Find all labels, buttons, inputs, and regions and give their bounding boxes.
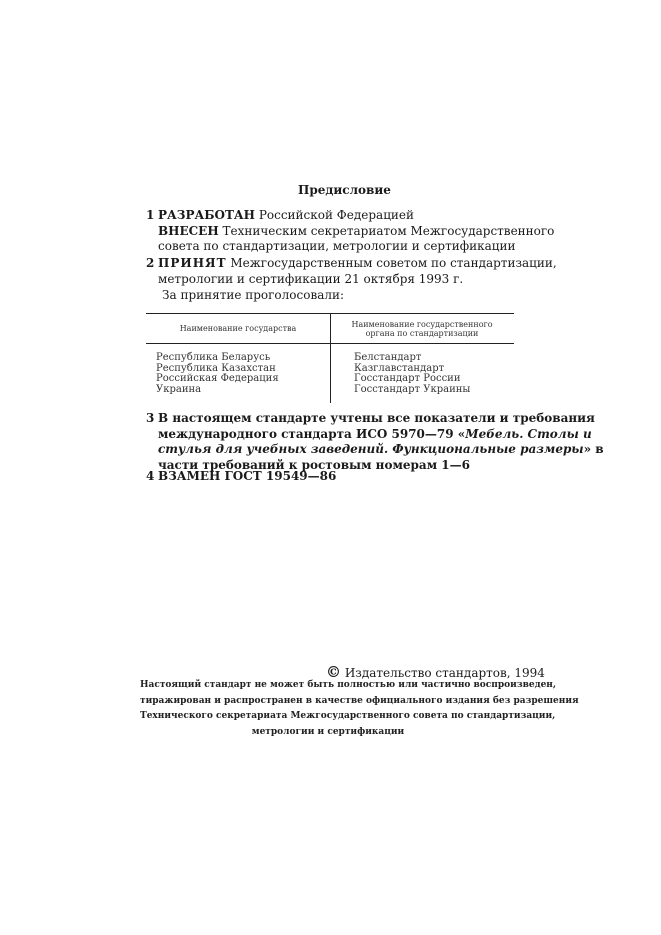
item-4-text: ВЗАМЕН ГОСТ 19549—86 xyxy=(158,469,337,483)
item-1-line1: Российской Федерацией xyxy=(255,208,415,222)
table-row-body: Белстандарт xyxy=(354,352,422,363)
header-state: Наименование государства xyxy=(179,324,297,333)
table-row-body: Госстандарт России xyxy=(354,373,461,384)
item-1-line3: совета по стандартизации, метрологии и сертификации xyxy=(158,239,516,253)
header-body-line2: органа по стандартизации xyxy=(365,329,479,338)
item-1-number: 1 xyxy=(146,208,155,222)
item-2-line2: метрологии и сертификации 21 октября 1993 г. xyxy=(158,271,464,286)
page-title: Предисловие xyxy=(298,183,391,197)
item-1-lead: РАЗРАБОТАН xyxy=(158,208,255,222)
copyright-text: Издательство стандартов, 1994 xyxy=(341,666,545,680)
header-body xyxy=(330,320,514,338)
item-3-line2-italic: Мебель. Столы и xyxy=(465,426,592,441)
notice-line3: Технического секретариата Межгосударственного совета по стандартизации, xyxy=(140,711,556,721)
item-3-number: 3 xyxy=(146,411,155,425)
item-1-lead-2: ВНЕСЕН xyxy=(158,223,219,238)
notice-line1: Настоящий стандарт не может быть полностью или частично воспроизведен, xyxy=(140,680,557,690)
copyright-icon: © xyxy=(326,663,341,681)
table-row-state: Украина xyxy=(156,383,202,395)
item-1-line2: Техническим секретариатом Межгосударственного xyxy=(218,223,555,238)
table-row-state: Республика Казахстан xyxy=(156,362,276,374)
body-column xyxy=(354,353,470,395)
table-row-body: Казглавстандарт xyxy=(354,362,445,374)
item-3-line4: части требований к ростовым номерам 1—6 xyxy=(158,457,470,472)
table-row-state: Республика Беларусь xyxy=(156,352,271,363)
reproduction-notice xyxy=(140,678,579,740)
notice-line4: метрологии и сертификации xyxy=(251,726,405,737)
header-body-line1: Наименование государственного xyxy=(351,320,493,329)
item-2-line1: Межгосударственным советом по стандартизации, xyxy=(226,256,557,270)
voting-table xyxy=(146,313,514,403)
table-row-body: Госстандарт Украины xyxy=(354,383,471,395)
item-1 xyxy=(146,208,555,255)
item-4 xyxy=(146,469,516,485)
notice-line2: тиражирован и распространен в качестве официального издания без разрешения xyxy=(140,695,579,706)
item-3-line1: В настоящем стандарте учтены все показатели и требования xyxy=(158,411,595,425)
item-2-number: 2 xyxy=(146,256,155,270)
state-column xyxy=(156,353,279,395)
table-row-state: Российская Федерация xyxy=(156,373,279,384)
item-2-lead: ПРИНЯТ xyxy=(158,256,227,270)
item-3-line3: » в xyxy=(583,442,604,456)
item-2 xyxy=(146,256,557,287)
item-3-line2: международного стандарта ИСО 5970—79 « xyxy=(158,426,466,441)
item-3-line3-italic: стулья для учебных заведений. Функциональные размеры xyxy=(158,442,584,456)
voted-label: За принятие проголосовали: xyxy=(162,288,345,302)
item-3 xyxy=(146,411,604,473)
item-4-number: 4 xyxy=(146,469,155,483)
